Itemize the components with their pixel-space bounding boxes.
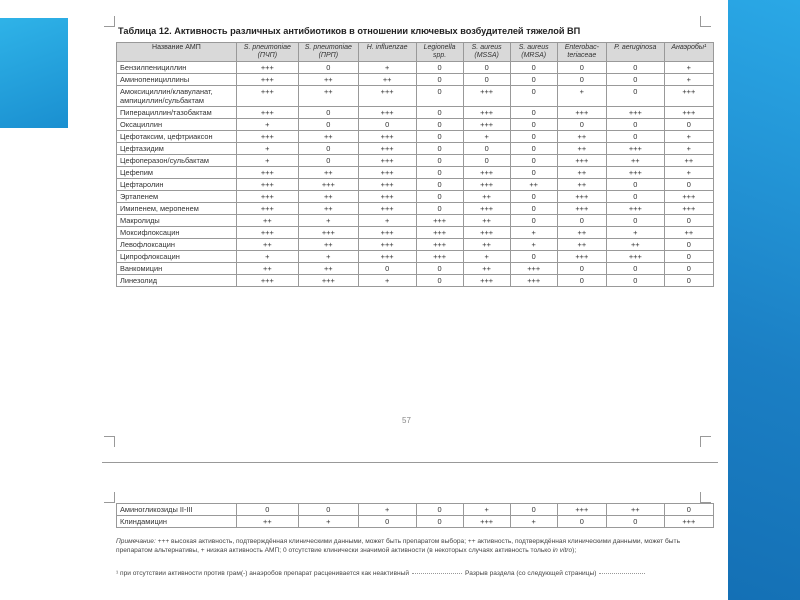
activity-cell: +++ xyxy=(557,191,606,203)
table-row xyxy=(117,516,714,528)
activity-cell: ++ xyxy=(463,263,510,275)
drug-name-cell: Амоксициллин/клавуланат, ампициллин/сульбактам xyxy=(117,86,237,107)
activity-cell: + xyxy=(664,74,713,86)
activity-cell: +++ xyxy=(463,119,510,131)
activity-cell: +++ xyxy=(463,516,510,528)
activity-cell: 0 xyxy=(606,86,664,107)
activity-cell: 0 xyxy=(606,119,664,131)
decorative-right-shape xyxy=(728,0,800,600)
activity-cell: 0 xyxy=(557,275,606,287)
header-pathogen: H. influenzae xyxy=(358,43,416,62)
activity-cell: 0 xyxy=(298,107,358,119)
section-break-label: Разрыв раздела (со следующей страницы) xyxy=(465,570,597,577)
activity-cell: 0 xyxy=(416,155,463,167)
table-row xyxy=(117,191,714,203)
activity-cell: ++ xyxy=(236,263,298,275)
table-row xyxy=(117,155,714,167)
activity-cell: +++ xyxy=(236,74,298,86)
activity-cell: +++ xyxy=(557,251,606,263)
activity-cell: 0 xyxy=(664,179,713,191)
activity-cell: 0 xyxy=(298,504,358,516)
activity-cell: 0 xyxy=(298,143,358,155)
table-row xyxy=(117,62,714,74)
activity-cell: + xyxy=(664,131,713,143)
activity-cell: +++ xyxy=(606,143,664,155)
drug-name-cell: Бензилпенициллин xyxy=(117,62,237,74)
antibiotic-activity-table xyxy=(116,42,714,287)
activity-cell: 0 xyxy=(606,263,664,275)
table-row xyxy=(117,275,714,287)
activity-cell: 0 xyxy=(557,215,606,227)
footnote: ¹ при отсутствии активности против грам(-) анаэробов препарат расценивается как неактивный xyxy=(116,570,410,577)
activity-cell: + xyxy=(236,155,298,167)
drug-name-cell: Линезолид xyxy=(117,275,237,287)
activity-cell: + xyxy=(664,62,713,74)
activity-cell: +++ xyxy=(557,155,606,167)
activity-cell: +++ xyxy=(358,131,416,143)
activity-cell: +++ xyxy=(664,107,713,119)
table-row xyxy=(117,203,714,215)
drug-name-cell: Макролиды xyxy=(117,215,237,227)
activity-cell: 0 xyxy=(606,74,664,86)
activity-cell: 0 xyxy=(664,263,713,275)
table-caption: Активность различных антибиотиков в отношении ключевых возбудителей тяжелой ВП xyxy=(174,26,581,36)
activity-cell: ++ xyxy=(557,131,606,143)
header-pathogen: S. pneumoniae (ПРП) xyxy=(298,43,358,62)
header-pathogen: S. aureus (MRSA) xyxy=(510,43,557,62)
table-row xyxy=(117,107,714,119)
activity-cell: +++ xyxy=(606,107,664,119)
header-pathogen: S. pneumoniae (ПЧП) xyxy=(236,43,298,62)
activity-cell: 0 xyxy=(416,516,463,528)
activity-cell: ++ xyxy=(236,516,298,528)
activity-cell: 0 xyxy=(510,215,557,227)
table-title xyxy=(118,26,580,36)
activity-cell: 0 xyxy=(416,203,463,215)
activity-cell: 0 xyxy=(510,62,557,74)
activity-cell: 0 xyxy=(606,131,664,143)
drug-name-cell: Ципрофлоксацин xyxy=(117,251,237,263)
dotted-leader xyxy=(599,573,645,574)
table-row xyxy=(117,74,714,86)
activity-cell: ++ xyxy=(298,86,358,107)
activity-cell: ++ xyxy=(298,239,358,251)
activity-cell: ++ xyxy=(236,239,298,251)
activity-cell: 0 xyxy=(510,74,557,86)
activity-cell: +++ xyxy=(416,215,463,227)
activity-cell: + xyxy=(298,251,358,263)
note-text: +++ высокая активность, подтверждённая клиническими данными, может быть препаратом выбора; ++ активность, подтверждённая клиническими данными, может быть препаратом альтернативы, + низкая активность АМП; 0 отсутствие клинически значимой активности (в некоторых случаях активность только xyxy=(116,538,681,554)
activity-cell: 0 xyxy=(236,504,298,516)
activity-cell: +++ xyxy=(664,191,713,203)
activity-cell: +++ xyxy=(463,179,510,191)
activity-cell: ++ xyxy=(510,179,557,191)
activity-cell: 0 xyxy=(510,155,557,167)
activity-cell: +++ xyxy=(358,86,416,107)
activity-cell: ++ xyxy=(298,191,358,203)
activity-cell: ++ xyxy=(557,143,606,155)
activity-cell: + xyxy=(510,516,557,528)
activity-cell: +++ xyxy=(236,227,298,239)
activity-cell: 0 xyxy=(664,275,713,287)
activity-cell: 0 xyxy=(416,143,463,155)
drug-name-cell: Цефтаролин xyxy=(117,179,237,191)
activity-cell: +++ xyxy=(463,275,510,287)
header-pathogen: Анаэробы¹ xyxy=(664,43,713,62)
dotted-leader xyxy=(412,573,462,574)
activity-cell: +++ xyxy=(557,203,606,215)
activity-cell: +++ xyxy=(416,251,463,263)
drug-name-cell: Цефотаксим, цефтриаксон xyxy=(117,131,237,143)
drug-name-cell: Эртапенем xyxy=(117,191,237,203)
activity-cell: 0 xyxy=(664,504,713,516)
table-row xyxy=(117,251,714,263)
table-row xyxy=(117,215,714,227)
activity-cell: 0 xyxy=(298,119,358,131)
activity-cell: ++ xyxy=(606,504,664,516)
activity-cell: +++ xyxy=(416,227,463,239)
activity-cell: ++ xyxy=(557,239,606,251)
drug-name-cell: Аминопенициллины xyxy=(117,74,237,86)
activity-cell: +++ xyxy=(463,107,510,119)
activity-cell: +++ xyxy=(236,179,298,191)
activity-cell: 0 xyxy=(606,516,664,528)
activity-cell: 0 xyxy=(510,504,557,516)
crop-mark xyxy=(700,436,711,447)
activity-cell: 0 xyxy=(606,275,664,287)
activity-cell: +++ xyxy=(510,275,557,287)
activity-cell: 0 xyxy=(664,251,713,263)
activity-cell: +++ xyxy=(236,131,298,143)
activity-cell: 0 xyxy=(510,143,557,155)
activity-cell: +++ xyxy=(236,107,298,119)
activity-cell: +++ xyxy=(358,143,416,155)
activity-cell: + xyxy=(510,227,557,239)
activity-cell: 0 xyxy=(557,62,606,74)
activity-cell: + xyxy=(664,167,713,179)
activity-cell: ++ xyxy=(298,167,358,179)
activity-cell: 0 xyxy=(416,119,463,131)
activity-cell: 0 xyxy=(416,86,463,107)
table-row xyxy=(117,143,714,155)
activity-cell: 0 xyxy=(463,74,510,86)
activity-cell: +++ xyxy=(416,239,463,251)
header-pathogen: S. aureus (MSSA) xyxy=(463,43,510,62)
activity-cell: +++ xyxy=(358,203,416,215)
crop-mark xyxy=(700,16,711,27)
activity-cell: +++ xyxy=(236,86,298,107)
activity-cell: 0 xyxy=(416,131,463,143)
activity-cell: ++ xyxy=(557,227,606,239)
drug-name-cell: Ванкомицин xyxy=(117,263,237,275)
activity-cell: 0 xyxy=(416,179,463,191)
activity-cell: 0 xyxy=(358,119,416,131)
crop-mark xyxy=(700,492,711,503)
activity-cell: ++ xyxy=(298,203,358,215)
antibiotic-activity-table-continued xyxy=(116,503,714,528)
page-number: 57 xyxy=(402,416,411,425)
activity-cell: 0 xyxy=(606,179,664,191)
activity-cell: 0 xyxy=(557,516,606,528)
activity-cell: 0 xyxy=(664,119,713,131)
activity-cell: 0 xyxy=(463,143,510,155)
header-pathogen: Enterobac-teriaceae xyxy=(557,43,606,62)
table-row xyxy=(117,179,714,191)
note-end: ); xyxy=(572,547,577,554)
activity-cell: +++ xyxy=(236,275,298,287)
activity-cell: 0 xyxy=(510,131,557,143)
activity-cell: 0 xyxy=(298,62,358,74)
activity-cell: +++ xyxy=(236,62,298,74)
activity-cell: 0 xyxy=(358,516,416,528)
activity-cell: +++ xyxy=(358,167,416,179)
activity-cell: +++ xyxy=(298,275,358,287)
drug-name-cell: Пиперациллин/тазобактам xyxy=(117,107,237,119)
activity-cell: +++ xyxy=(358,107,416,119)
activity-cell: +++ xyxy=(463,203,510,215)
activity-cell: ++ xyxy=(606,239,664,251)
crop-mark xyxy=(104,436,115,447)
table-number: Таблица 12. xyxy=(118,26,172,36)
activity-cell: ++ xyxy=(463,215,510,227)
activity-cell: + xyxy=(358,215,416,227)
activity-cell: 0 xyxy=(416,74,463,86)
activity-cell: ++ xyxy=(557,179,606,191)
table-row xyxy=(117,263,714,275)
table-row xyxy=(117,167,714,179)
activity-cell: +++ xyxy=(358,191,416,203)
activity-cell: +++ xyxy=(463,86,510,107)
drug-name-cell: Оксациллин xyxy=(117,119,237,131)
activity-cell: 0 xyxy=(557,74,606,86)
table-row xyxy=(117,131,714,143)
activity-cell: +++ xyxy=(606,203,664,215)
activity-cell: + xyxy=(606,227,664,239)
activity-cell: ++ xyxy=(664,227,713,239)
activity-cell: +++ xyxy=(664,516,713,528)
footnote-line xyxy=(116,570,714,577)
activity-cell: +++ xyxy=(510,263,557,275)
activity-cell: + xyxy=(298,215,358,227)
activity-cell: +++ xyxy=(463,227,510,239)
drug-name-cell: Моксифлоксацин xyxy=(117,227,237,239)
activity-cell: + xyxy=(463,504,510,516)
drug-name-cell: Имипенем, меропенем xyxy=(117,203,237,215)
activity-cell: + xyxy=(358,504,416,516)
drug-name-cell: Аминогликозиды II-III xyxy=(117,504,237,516)
header-pathogen: P. aeruginosa xyxy=(606,43,664,62)
table-notes xyxy=(116,537,714,555)
activity-cell: + xyxy=(236,143,298,155)
table-row xyxy=(117,86,714,107)
activity-cell: ++ xyxy=(358,74,416,86)
activity-cell: +++ xyxy=(664,86,713,107)
activity-cell: + xyxy=(463,131,510,143)
table-row xyxy=(117,239,714,251)
note-in-vitro: in vitro xyxy=(552,547,573,554)
activity-cell: + xyxy=(298,516,358,528)
table-row xyxy=(117,504,714,516)
activity-cell: 0 xyxy=(557,263,606,275)
drug-name-cell: Цефоперазон/сульбактам xyxy=(117,155,237,167)
header-drug-name: Название АМП xyxy=(117,43,237,62)
activity-cell: 0 xyxy=(416,167,463,179)
activity-cell: 0 xyxy=(606,215,664,227)
activity-cell: + xyxy=(236,251,298,263)
activity-cell: + xyxy=(557,86,606,107)
activity-cell: 0 xyxy=(510,167,557,179)
activity-cell: +++ xyxy=(606,167,664,179)
activity-cell: +++ xyxy=(606,251,664,263)
activity-cell: +++ xyxy=(557,107,606,119)
activity-cell: + xyxy=(358,62,416,74)
activity-cell: +++ xyxy=(298,179,358,191)
table-row xyxy=(117,119,714,131)
activity-cell: 0 xyxy=(606,191,664,203)
activity-cell: 0 xyxy=(416,504,463,516)
drug-name-cell: Цефтазидим xyxy=(117,143,237,155)
activity-cell: 0 xyxy=(298,155,358,167)
activity-cell: +++ xyxy=(358,239,416,251)
activity-cell: ++ xyxy=(236,215,298,227)
document-page xyxy=(102,0,718,600)
activity-cell: 0 xyxy=(358,263,416,275)
activity-cell: 0 xyxy=(416,275,463,287)
activity-cell: 0 xyxy=(664,215,713,227)
activity-cell: +++ xyxy=(236,167,298,179)
activity-cell: 0 xyxy=(510,86,557,107)
activity-cell: +++ xyxy=(236,191,298,203)
table-row xyxy=(117,227,714,239)
activity-cell: 0 xyxy=(416,263,463,275)
drug-name-cell: Клиндамицин xyxy=(117,516,237,528)
note-prefix: Примечание: xyxy=(116,538,156,545)
activity-cell: +++ xyxy=(557,504,606,516)
activity-cell: +++ xyxy=(664,203,713,215)
decorative-left-shape xyxy=(0,18,68,128)
activity-cell: 0 xyxy=(416,191,463,203)
crop-mark xyxy=(104,492,115,503)
activity-cell: +++ xyxy=(358,179,416,191)
activity-cell: ++ xyxy=(298,131,358,143)
activity-cell: 0 xyxy=(416,62,463,74)
activity-cell: ++ xyxy=(557,167,606,179)
activity-cell: ++ xyxy=(298,74,358,86)
activity-cell: + xyxy=(236,119,298,131)
activity-cell: +++ xyxy=(358,155,416,167)
activity-cell: +++ xyxy=(463,167,510,179)
activity-cell: 0 xyxy=(510,107,557,119)
activity-cell: + xyxy=(463,251,510,263)
drug-name-cell: Левофлоксацин xyxy=(117,239,237,251)
activity-cell: 0 xyxy=(606,62,664,74)
activity-cell: 0 xyxy=(510,119,557,131)
activity-cell: ++ xyxy=(463,191,510,203)
activity-cell: + xyxy=(510,239,557,251)
crop-mark xyxy=(104,16,115,27)
activity-cell: +++ xyxy=(298,227,358,239)
activity-cell: ++ xyxy=(664,155,713,167)
activity-cell: + xyxy=(358,275,416,287)
activity-cell: ++ xyxy=(606,155,664,167)
table-header-row xyxy=(117,43,714,62)
activity-cell: 0 xyxy=(510,191,557,203)
activity-cell: +++ xyxy=(236,203,298,215)
activity-cell: ++ xyxy=(298,263,358,275)
activity-cell: + xyxy=(664,143,713,155)
activity-cell: +++ xyxy=(358,227,416,239)
activity-cell: 0 xyxy=(510,251,557,263)
activity-cell: 0 xyxy=(664,239,713,251)
activity-cell: +++ xyxy=(358,251,416,263)
activity-cell: 0 xyxy=(463,155,510,167)
header-pathogen: Legionella spp. xyxy=(416,43,463,62)
activity-cell: 0 xyxy=(463,62,510,74)
activity-cell: 0 xyxy=(416,107,463,119)
activity-cell: ++ xyxy=(463,239,510,251)
activity-cell: 0 xyxy=(557,119,606,131)
activity-cell: 0 xyxy=(510,203,557,215)
drug-name-cell: Цефепим xyxy=(117,167,237,179)
page-divider xyxy=(102,462,718,463)
